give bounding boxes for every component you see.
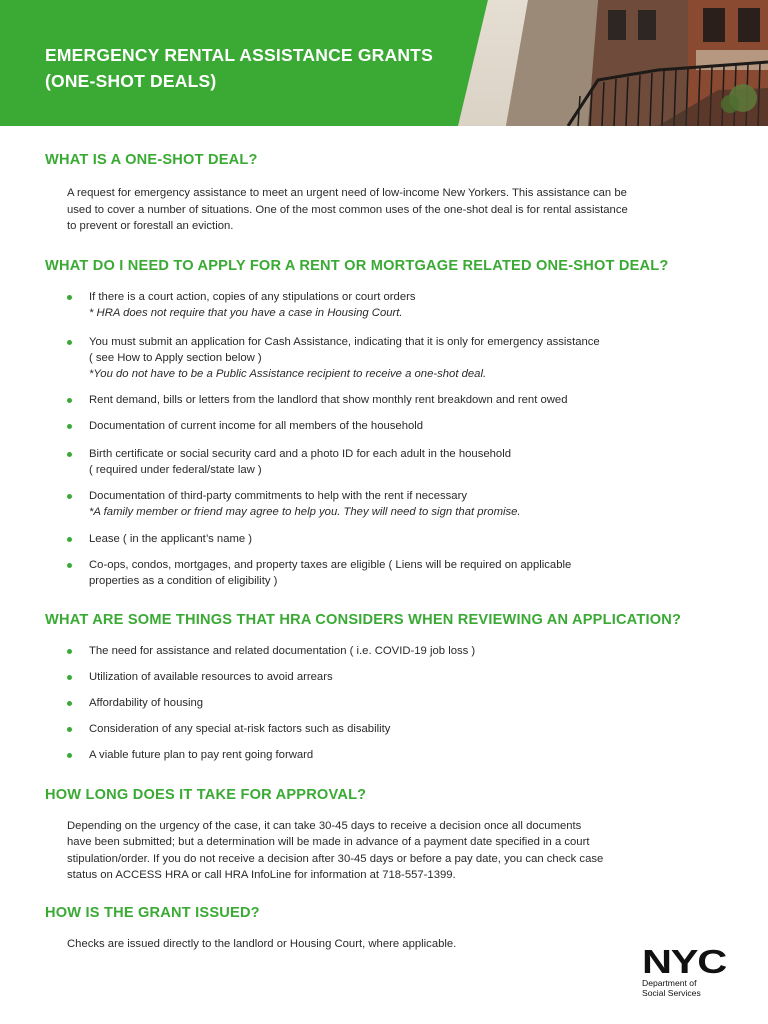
bullet-dot — [67, 563, 72, 568]
list-item — [45, 557, 705, 589]
item-text: Rent demand, bills or letters from the landlord that show monthly rent breakdown and rent owed — [89, 393, 568, 406]
item-text: Lease ( in the applicant’s name ) — [89, 532, 253, 545]
nyc-dss-logo — [642, 946, 742, 998]
item-note: *A family member or friend may agree to help you. They will need to sign that promise. — [89, 505, 521, 518]
item-text: If there is a court action, copies of any stipulations or court orders — [89, 290, 416, 303]
section-how-long — [45, 787, 705, 884]
dept-line-1: Department of — [642, 978, 697, 988]
bullet-dot — [67, 295, 72, 300]
bullet-dot — [67, 424, 72, 429]
body-line: Depending on the urgency of the case, it can take 30-45 days to receive a decision once all documents — [67, 819, 582, 832]
item-text: Birth certificate or social security card and a photo ID for each adult in the household — [89, 447, 511, 460]
list-item — [45, 721, 705, 737]
list-item — [45, 643, 705, 659]
title-line-1: EMERGENCY RENTAL ASSISTANCE GRANTS — [45, 45, 433, 65]
item-text: The need for assistance and related documentation ( i.e. COVID-19 job loss ) — [89, 644, 476, 657]
item-text: Documentation of current income for all members of the household — [89, 419, 424, 432]
body-line: A request for emergency assistance to meet an urgent need of low-income New Yorkers. This assistance can be — [67, 187, 627, 199]
how-long-body — [67, 818, 705, 884]
requirements-list — [45, 289, 705, 589]
list-item — [45, 669, 705, 685]
nyc-wordmark: NYC — [642, 946, 727, 976]
bullet-dot — [67, 537, 72, 542]
bullet-dot — [67, 494, 72, 499]
section-how-issued — [45, 905, 705, 953]
body-line: stipulation/order. If you do not receive a decision after 30-45 days or before a pay date, you can check case — [67, 852, 604, 865]
item-note: * HRA does not require that you have a case in Housing Court. — [89, 306, 403, 319]
section-heading-what-is: WHAT IS A ONE-SHOT DEAL? — [45, 152, 258, 168]
what-is-body — [67, 185, 705, 235]
department-name — [642, 978, 742, 998]
considerations-list — [45, 643, 705, 763]
dept-line-2: Social Services — [642, 988, 701, 998]
item-subtext: properties as a condition of eligibility ) — [89, 574, 278, 587]
section-heading-how-long: HOW LONG DOES IT TAKE FOR APPROVAL? — [45, 786, 367, 803]
page-title — [45, 42, 433, 94]
section-what-need — [45, 258, 705, 589]
bullet-dot — [67, 701, 72, 706]
bullet-dot — [67, 675, 72, 680]
section-heading-what-need: WHAT DO I NEED TO APPLY FOR A RENT OR MORTGAGE RELATED ONE-SHOT DEAL? — [45, 257, 669, 274]
item-text: A viable future plan to pay rent going forward — [89, 748, 314, 761]
list-item — [45, 289, 705, 321]
list-item — [45, 334, 705, 382]
item-text: You must submit an application for Cash Assistance, indicating that it is only for emergency assistance — [89, 335, 600, 348]
section-heading-how-issued: HOW IS THE GRANT ISSUED? — [45, 904, 260, 921]
section-what-is — [45, 152, 705, 235]
header-banner — [0, 0, 768, 126]
body-line: Checks are issued directly to the landlord or Housing Court, where applicable. — [67, 937, 457, 950]
item-text: Documentation of third-party commitments to help with the rent if necessary — [89, 489, 467, 502]
body-line: used to cover a number of situations. One of the most common uses of the one-shot deal is for rental assistance — [67, 203, 628, 216]
section-considers — [45, 612, 705, 763]
list-item — [45, 488, 705, 520]
bullet-dot — [67, 340, 72, 345]
bullet-dot — [67, 727, 72, 732]
item-text: Utilization of available resources to avoid arrears — [89, 670, 333, 683]
item-text: Co-ops, condos, mortgages, and property taxes are eligible ( Liens will be required on applicable — [89, 558, 572, 571]
item-text: Consideration of any special at-risk factors such as disability — [89, 722, 391, 735]
bullet-dot — [67, 753, 72, 758]
list-item — [45, 446, 705, 478]
main-content — [45, 152, 705, 952]
brownstone-street-photo — [458, 0, 768, 126]
item-subtext: ( required under federal/state law ) — [89, 463, 262, 476]
bullet-dot — [67, 649, 72, 654]
list-item — [45, 392, 705, 408]
section-heading-considers: WHAT ARE SOME THINGS THAT HRA CONSIDERS WHEN REVIEWING AN APPLICATION? — [45, 611, 682, 628]
list-item — [45, 695, 705, 711]
body-line: to prevent or forestall an eviction. — [67, 220, 234, 232]
item-subtext: ( see How to Apply section below ) — [89, 351, 262, 364]
item-text: Affordability of housing — [89, 696, 204, 709]
list-item — [45, 747, 705, 763]
item-note: *You do not have to be a Public Assistance recipient to receive a one-shot deal. — [89, 367, 487, 380]
nyc-wordmark-logo — [642, 946, 728, 976]
how-issued-body — [67, 936, 705, 953]
body-line: status on ACCESS HRA or call HRA InfoLine for information at 718-557-1399. — [67, 869, 456, 881]
bullet-dot — [67, 398, 72, 403]
bullet-dot — [67, 452, 72, 457]
body-line: have been submitted; but a determination will be made in advance of a payment date specified in a court — [67, 836, 590, 848]
title-line-2: (ONE-SHOT DEALS) — [45, 71, 217, 91]
list-item — [45, 418, 705, 434]
list-item — [45, 531, 705, 547]
